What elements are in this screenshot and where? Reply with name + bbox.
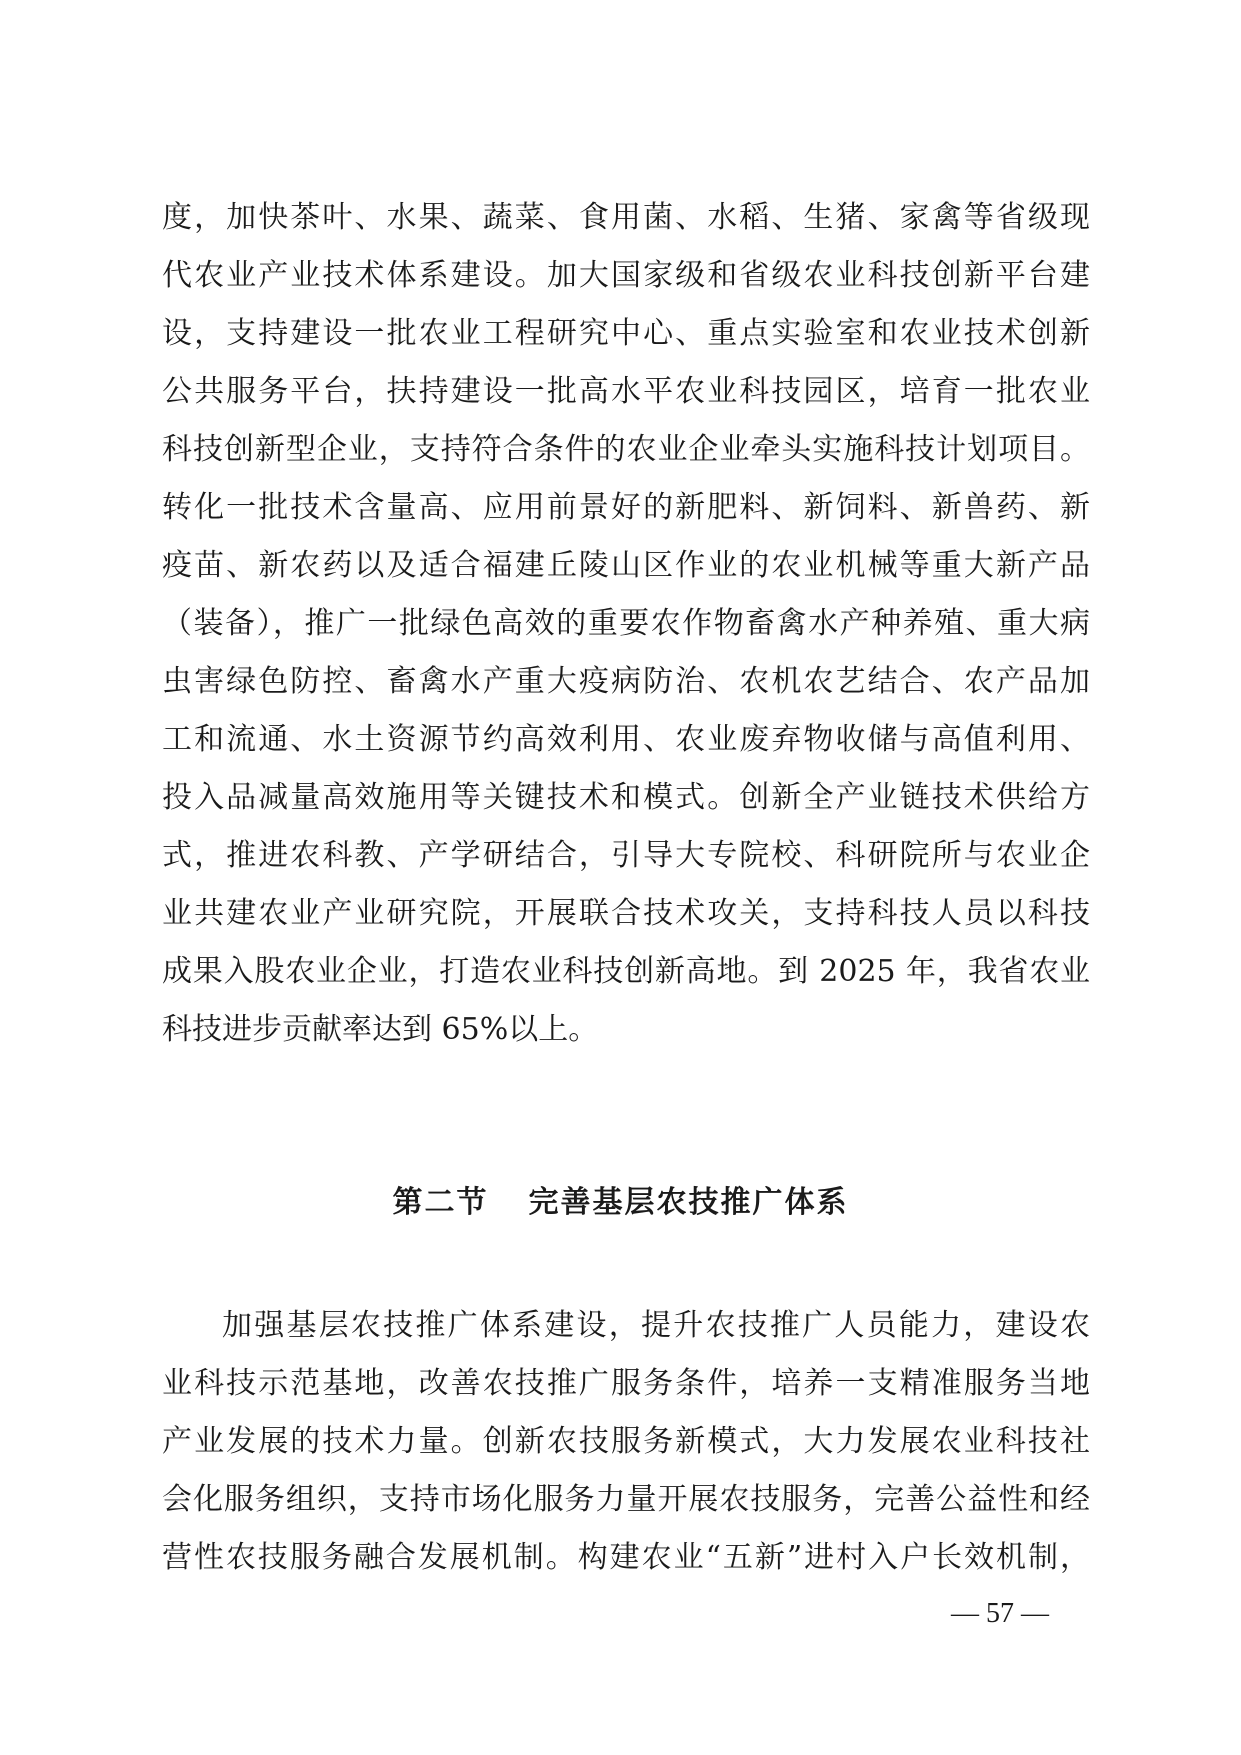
page-number: — 57 — (951, 1598, 1049, 1629)
text-line: 转化一批技术含量高、应用前景好的新肥料、新饲料、新兽药、新 (162, 490, 1090, 525)
text-line: 代农业产业技术体系建设。加大国家级和省级农业科技创新平台建 (162, 258, 1090, 293)
text-line: 会化服务组织，支持市场化服务力量开展农技服务，完善公益性和经 (162, 1482, 1090, 1517)
text-line: 成果入股农业企业，打造农业科技创新高地。到 2025 年，我省农业 (162, 954, 1090, 989)
text-line: 疫苗、新农药以及适合福建丘陵山区作业的农业机械等重大新产品 (162, 548, 1090, 583)
text-line: 设，支持建设一批农业工程研究中心、重点实验室和农业技术创新 (162, 316, 1090, 351)
section-number: 第二节 (392, 1185, 489, 1220)
text-line: （装备），推广一批绿色高效的重要农作物畜禽水产种养殖、重大病 (162, 606, 1090, 641)
text-line: 工和流通、水土资源节约高效利用、农业废弃物收储与高值利用、 (162, 722, 1090, 757)
section-heading (0, 1183, 1241, 1223)
text-line: 业科技示范基地，改善农技推广服务条件，培养一支精准服务当地 (162, 1366, 1090, 1401)
text-line: 虫害绿色防控、畜禽水产重大疫病防治、农机农艺结合、农产品加 (162, 664, 1090, 699)
text-line: 式，推进农科教、产学研结合，引导大专院校、科研院所与农业企 (162, 838, 1090, 873)
text-line: 加强基层农技推广体系建设，提升农技推广人员能力，建设农 (222, 1308, 1090, 1343)
text-line: 科技进步贡献率达到 65%以上。 (162, 1012, 599, 1047)
text-line: 产业发展的技术力量。创新农技服务新模式，大力发展农业科技社 (162, 1424, 1090, 1459)
text-line: 科技创新型企业，支持符合条件的农业企业牵头实施科技计划项目。 (162, 432, 1090, 467)
text-line: 业共建农业产业研究院，开展联合技术攻关，支持科技人员以科技 (162, 896, 1090, 931)
text-line: 投入品减量高效施用等关键技术和模式。创新全产业链技术供给方 (162, 780, 1090, 815)
text-line: 公共服务平台，扶持建设一批高水平农业科技园区，培育一批农业 (162, 374, 1090, 409)
section-title: 完善基层农技推广体系 (528, 1185, 849, 1220)
text-line: 营性农技服务融合发展机制。构建农业“五新”进村入户长效机制， (162, 1540, 1090, 1575)
text-line: 度，加快茶叶、水果、蔬菜、食用菌、水稻、生猪、家禽等省级现 (162, 200, 1090, 235)
